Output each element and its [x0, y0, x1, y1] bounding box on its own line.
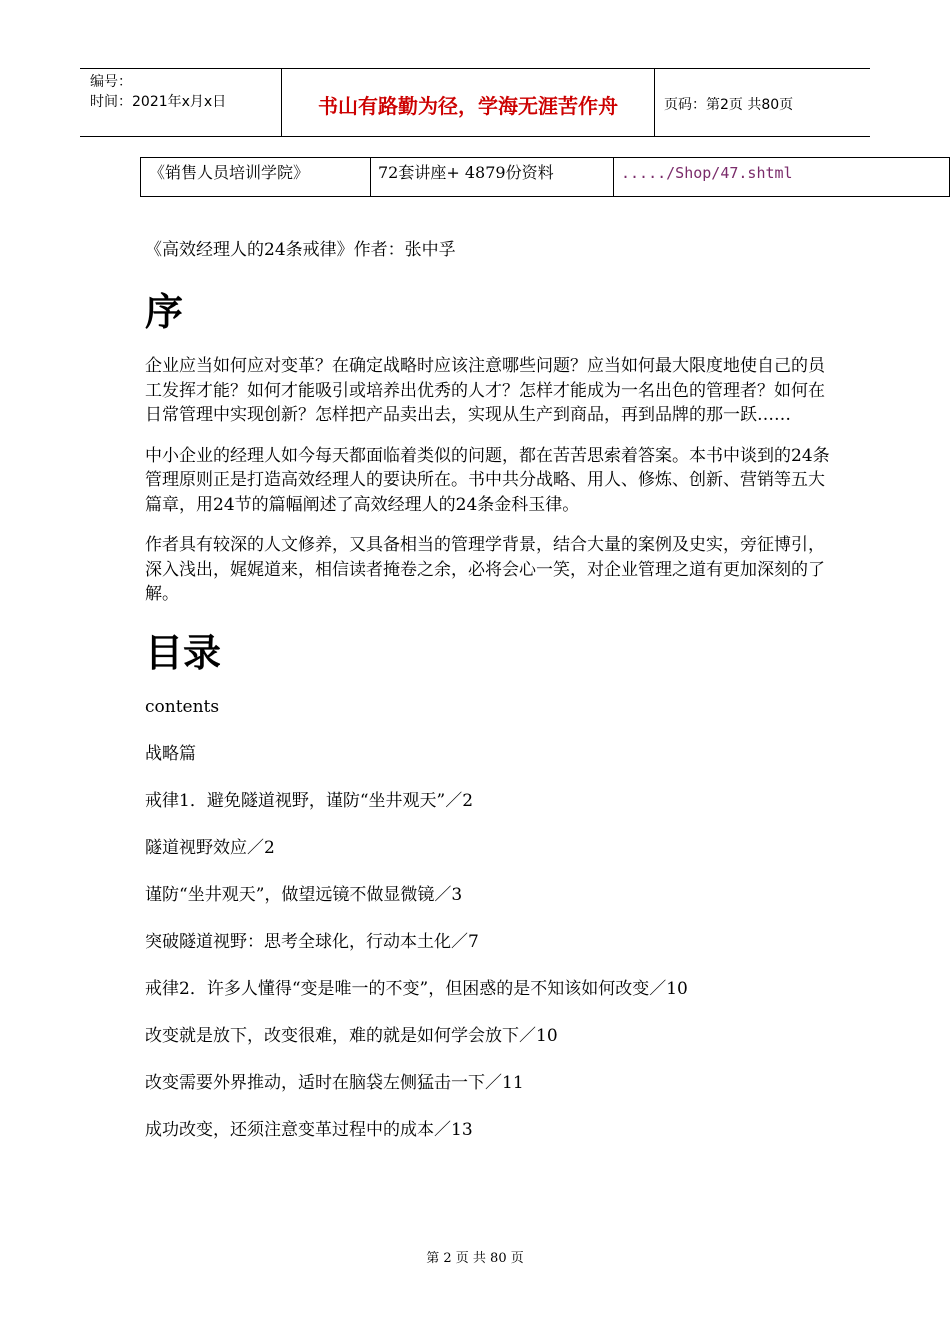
toc-item[interactable]: 成功改变，还须注意变革过程中的成本／13 [145, 1119, 473, 1140]
toc-item[interactable]: 突破隧道视野：思考全球化，行动本土化／7 [145, 931, 479, 952]
toc-heading: 目录 [145, 630, 222, 675]
time-label: 时间：2021年x月x日 [90, 94, 227, 110]
info-table [140, 157, 950, 197]
toc-item[interactable]: 隧道视野效应／2 [145, 837, 275, 858]
toc-item[interactable]: 戒律1．避免隧道视野，谨防“坐井观天”／2 [145, 790, 474, 811]
toc-item[interactable]: 戒律2．许多人懂得“变是唯一的不变”，但困惑的是不知该如何改变／10 [145, 978, 688, 999]
toc-item[interactable]: 改变就是放下，改变很难，难的就是如何学会放下／10 [145, 1025, 558, 1046]
toc-item[interactable]: 谨防“坐井观天”，做望远镜不做显微镜／3 [145, 884, 463, 905]
header-left-block [90, 72, 226, 112]
toc-subtitle: contents [145, 696, 220, 717]
info-cell-academy: 《销售人员培训学院》 [149, 163, 310, 182]
info-cell-resources: 72套讲座+ 4879份资料 [378, 163, 554, 182]
preface-paragraph-2: 中小企业的经理人如今每天都面临着类似的问题，都在苦苦思索着答案。本书中谈到的24条管理原则正是打造高效经理人的要诀所在。书中共分战略、用人、修炼、创新、营销等五大篇章，用24节的篇幅阐述了高效经理人的24条金科玉律。 [145, 445, 830, 515]
header-motto: 书山有路勤为径，学海无涯苦作舟 [318, 94, 618, 118]
document-body [145, 236, 835, 1165]
book-title-line: 《高效经理人的24条戒律》作者：张中孚 [145, 240, 456, 260]
header-page-info: 页码：第2页 共80页 [664, 97, 794, 113]
header-top-rule [80, 68, 870, 69]
toc-item[interactable]: 改变需要外界推动，适时在脑袋左侧猛击一下／11 [145, 1072, 524, 1093]
header-bottom-rule [80, 136, 870, 137]
header-divider-2 [654, 68, 655, 136]
number-label: 编号： [90, 74, 132, 90]
preface-paragraph-1: 企业应当如何应对变革？在确定战略时应该注意哪些问题？应当如何最大限度地使自己的员工发挥才能？如何才能吸引或培养出优秀的人才？怎样才能成为一名出色的管理者？如何在日常管理中实现创新？怎样把产品卖出去，实现从生产到商品，再到品牌的那一跃…… [145, 356, 825, 425]
preface-heading: 序 [145, 290, 184, 334]
preface-paragraph-3: 作者具有较深的人文修养，又具备相当的管理学背景，结合大量的案例及史实，旁征博引，深入浅出，娓娓道来，相信读者掩卷之余，必将会心一笑，对企业管理之道有更加深刻的了解。 [145, 535, 825, 604]
toc-section: 战略篇 [145, 743, 196, 764]
page-footer: 第 2 页 共 80 页 [426, 1251, 524, 1266]
info-cell-link[interactable]: ...../Shop/47.shtml [621, 164, 793, 182]
